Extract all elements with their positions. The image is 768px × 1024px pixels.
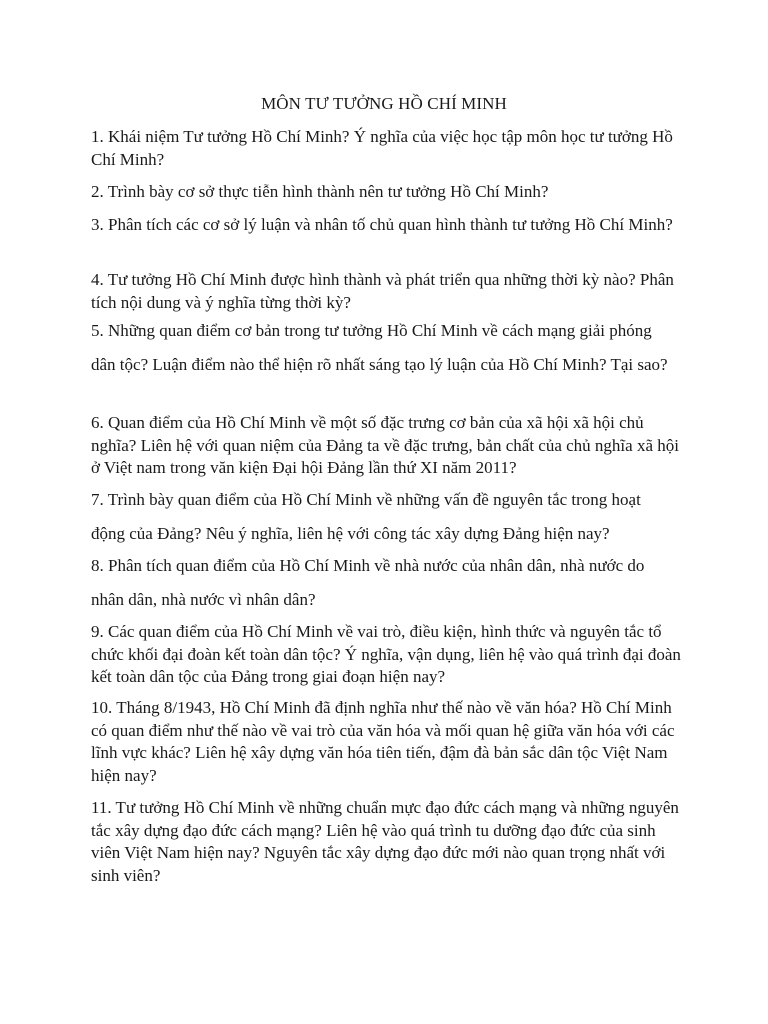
question-7-line-1: 7. Trình bày quan điểm của Hồ Chí Minh về những vấn đề nguyên tắc trong hoạt (91, 490, 641, 509)
question-9: 9. Các quan điểm của Hồ Chí Minh về vai trò, điều kiện, hình thức và nguyên tắc tổ chức khối đại đoàn kết toàn dân tộc? Ý nghĩa, vận dụng, liên hệ vào quá trình đại đoàn kết toàn dân tộc của Đảng trong giai đoạn hiện nay? (91, 622, 681, 686)
question-7 (91, 489, 681, 545)
page-title: MÔN TƯ TƯỞNG HỒ CHÍ MINH (261, 94, 507, 113)
question-7-line-2: động của Đảng? Nêu ý nghĩa, liên hệ với công tác xây dựng Đảng hiện nay? (91, 523, 610, 543)
question-2: 2. Trình bày cơ sở thực tiễn hình thành nên tư tưởng Hồ Chí Minh? (91, 182, 549, 201)
question-5 (91, 320, 681, 376)
question-8-line-1: 8. Phân tích quan điểm của Hồ Chí Minh về nhà nước của nhân dân, nhà nước do (91, 556, 645, 575)
question-4: 4. Tư tưởng Hồ Chí Minh được hình thành và phát triển qua những thời kỳ nào? Phân tích nội dung và ý nghĩa từng thời kỳ? (91, 270, 674, 312)
question-6: 6. Quan điểm của Hồ Chí Minh về một số đặc trưng cơ bản của xã hội xã hội chủ nghĩa? Liên hệ với quan niệm của Đảng ta về đặc trưng, bản chất của chủ nghĩa xã hội ở Việt nam trong văn kiện Đại hội Đảng lần thứ XI năm 2011? (91, 413, 679, 477)
question-5-line-2: dân tộc? Luận điểm nào thể hiện rõ nhất sáng tạo lý luận của Hồ Chí Minh? Tại sao? (91, 354, 668, 374)
question-3: 3. Phân tích các cơ sở lý luận và nhân tố chủ quan hình thành tư tưởng Hồ Chí Minh? (91, 215, 673, 234)
question-1: 1. Khái niệm Tư tưởng Hồ Chí Minh? Ý nghĩa của việc học tập môn học tư tưởng Hồ Chí Minh? (91, 127, 673, 169)
question-8 (91, 555, 681, 611)
question-10: 10. Tháng 8/1943, Hồ Chí Minh đã định nghĩa như thế nào về văn hóa? Hồ Chí Minh có quan điểm như thế nào về vai trò của văn hóa và mối quan hệ giữa văn hóa với các lĩnh vực khác? Liên hệ xây dựng văn hóa tiên tiến, đậm đà bản sắc dân tộc Việt Nam hiện nay? (91, 698, 675, 785)
question-11: 11. Tư tưởng Hồ Chí Minh về những chuẩn mực đạo đức cách mạng và những nguyên tắc xây dựng đạo đức cách mạng? Liên hệ vào quá trình tu dưỡng đạo đức của sinh viên Việt Nam hiện nay? Nguyên tắc xây dựng đạo đức mới nào quan trọng nhất với sinh viên? (91, 798, 679, 885)
question-8-line-2: nhân dân, nhà nước vì nhân dân? (91, 589, 316, 609)
question-5-line-1: 5. Những quan điểm cơ bản trong tư tưởng Hồ Chí Minh về cách mạng giải phóng (91, 321, 652, 340)
